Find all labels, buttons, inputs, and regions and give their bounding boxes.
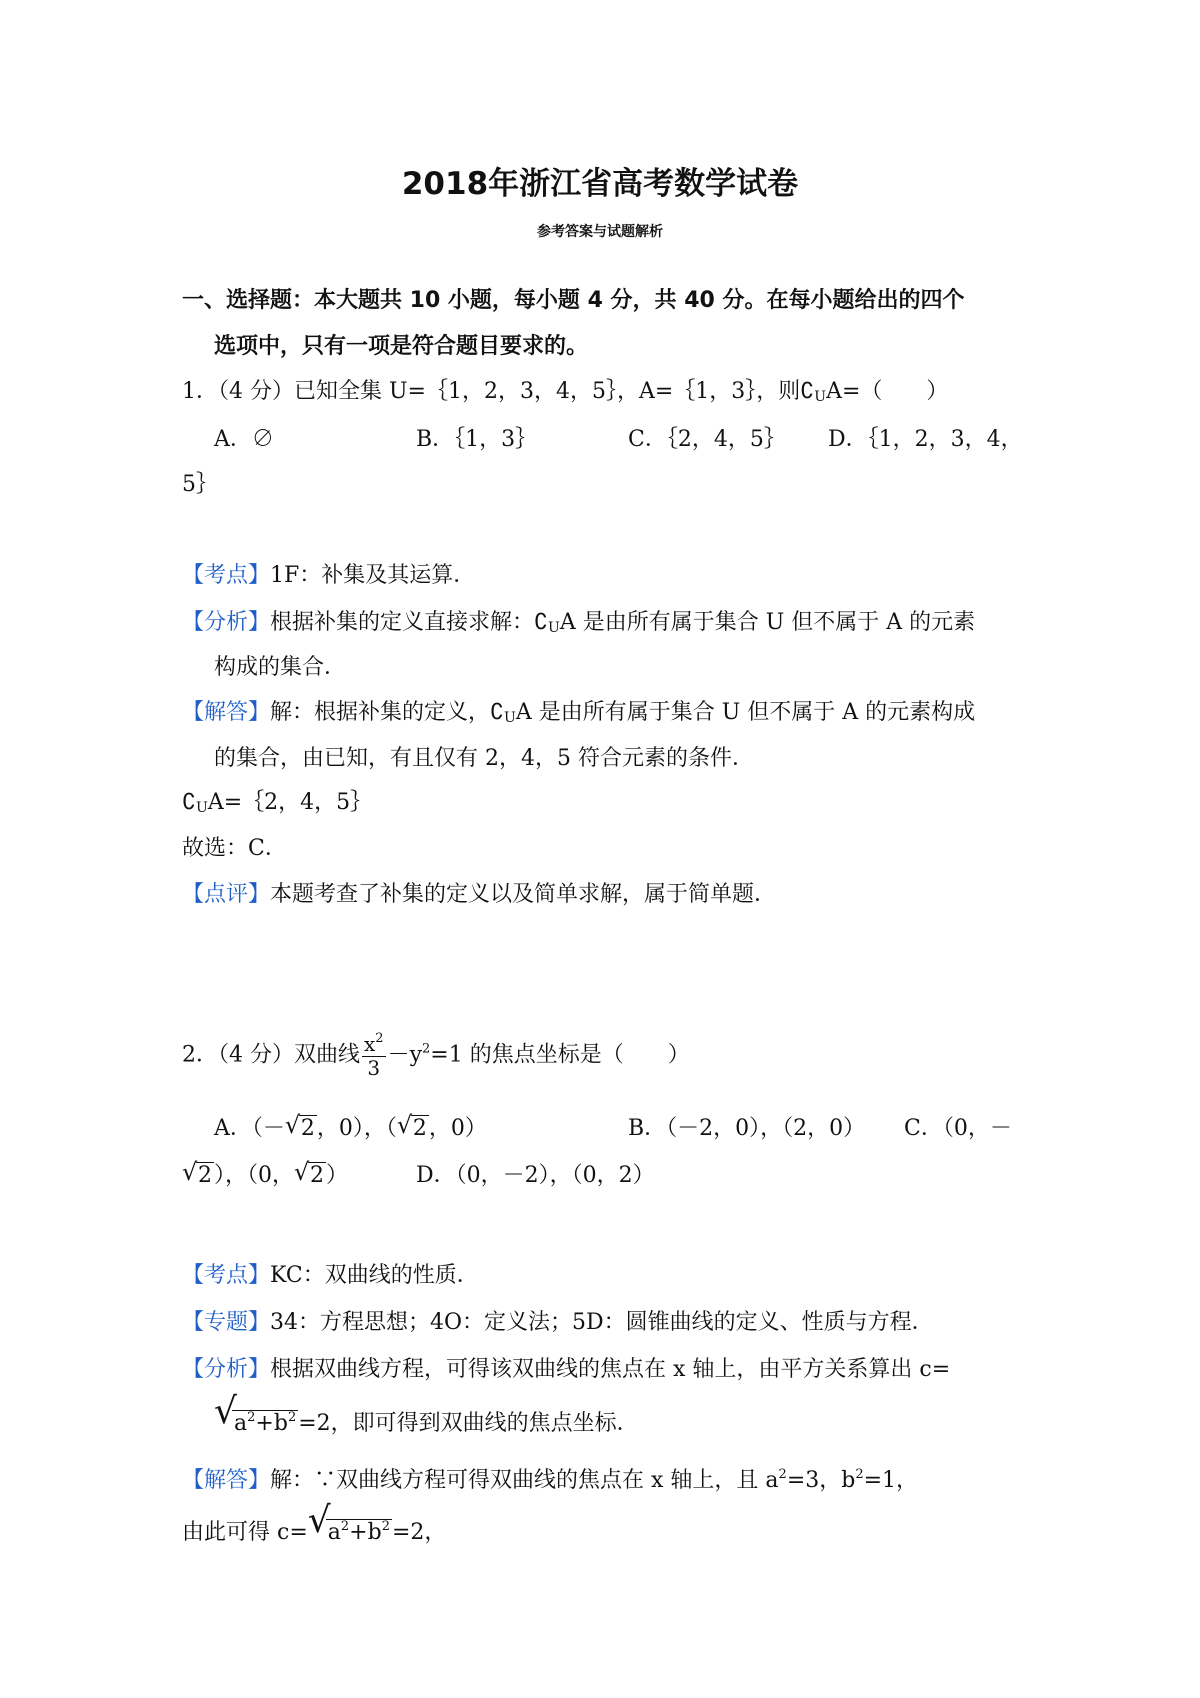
fraction-x2-over-3 xyxy=(362,1032,386,1079)
fraction-numerator xyxy=(362,1032,386,1057)
complement-subscript: U xyxy=(814,389,827,405)
q1-stem-suffix: A=（ ） xyxy=(826,379,949,404)
radical-sign-icon: √ xyxy=(182,1158,198,1186)
sqrt-2 xyxy=(397,1113,429,1145)
q1-jieda-text-a: 解：根据补集的定义， xyxy=(270,700,491,725)
q2-fenxi-text-2: =2，即可得到双曲线的焦点坐标． xyxy=(298,1411,639,1436)
q1-stem xyxy=(182,376,948,413)
q1-option-b: B．｛1，3｝ xyxy=(416,427,538,452)
radicand-a: a xyxy=(327,1520,341,1545)
radicand-a-exponent: 2 xyxy=(247,1410,256,1425)
q2-option-c-part2: ），（0， xyxy=(214,1163,294,1188)
q1-kaodian xyxy=(182,560,475,592)
q2-stem-mid: －y xyxy=(387,1042,422,1068)
q2-stem-prefix: 2．（4 分）双曲线 xyxy=(182,1042,360,1068)
q2-derive-suffix: =2， xyxy=(391,1520,447,1545)
complement-subscript: U xyxy=(504,710,516,726)
radical-sign-icon: √ xyxy=(214,1391,237,1432)
q2-kaodian xyxy=(182,1260,479,1292)
tag-fenxi: 【分析】 xyxy=(182,610,271,635)
q2-jieda-text-3: =1， xyxy=(863,1468,919,1493)
q2-option-a xyxy=(214,1113,487,1145)
q2-jieda-b-exponent: 2 xyxy=(855,1467,864,1482)
tag-fenxi: 【分析】 xyxy=(182,1357,271,1382)
q2-jieda-text-2: =3，b xyxy=(786,1468,856,1493)
q1-jieda-text-b: A 是由所有属于集合 U 但不属于 A 的元素构成 xyxy=(515,700,976,725)
q2-option-c-part3: ） xyxy=(326,1163,349,1188)
q2-option-b: B．（－2，0），（2，0） xyxy=(628,1116,866,1141)
radical-sign-icon: √ xyxy=(284,1111,301,1139)
q1-fenxi-text-c: 构成的集合． xyxy=(214,655,347,680)
tag-dianping: 【点评】 xyxy=(182,882,271,907)
section-heading-line2: 选项中，只有一项是符合题目要求的。 xyxy=(214,334,589,359)
q1-jieda xyxy=(182,697,975,734)
q1-kaodian-text: 1F：补集及其运算． xyxy=(270,563,476,588)
q2-kaodian-text: KC：双曲线的性质． xyxy=(270,1263,479,1288)
q2-jieda-text-1: 解：∵双曲线方程可得双曲线的焦点在 x 轴上，且 a xyxy=(270,1468,779,1493)
tag-kaodian: 【考点】 xyxy=(182,563,271,588)
sqrt-2 xyxy=(285,1113,317,1145)
q2-fenxi xyxy=(182,1354,950,1386)
q1-stem-prefix: 1．（4 分）已知全集 U=｛1，2，3，4，5｝，A=｛1，3｝，则 xyxy=(182,379,801,404)
q2-derive-prefix: 由此可得 c= xyxy=(182,1520,308,1545)
q2-option-a-part1: A．（－ xyxy=(214,1116,285,1141)
sqrt-2 xyxy=(294,1160,326,1192)
q1-fenxi-text-b: A 是由所有属于集合 U 但不属于 A 的元素 xyxy=(559,610,976,635)
tag-jieda: 【解答】 xyxy=(182,700,271,725)
q1-jieda-text-c: 的集合，由已知，有且仅有 2，4，5 符合元素的条件． xyxy=(214,746,754,771)
q2-derive xyxy=(182,1500,447,1549)
complement-subscript: U xyxy=(196,800,208,816)
radicand: 2 xyxy=(300,1116,315,1141)
complement-symbol: ∁ xyxy=(534,610,549,635)
q1-option-d: D．｛1，2，3，4， xyxy=(828,427,1023,452)
q1-choice: 故选：C． xyxy=(182,836,287,861)
frac-num-exponent: 2 xyxy=(375,1031,384,1046)
radicand-plus-b: +b xyxy=(255,1411,288,1436)
radical-sign-icon: √ xyxy=(294,1158,310,1186)
radicand-plus-b: +b xyxy=(349,1520,382,1545)
radicand-b-exponent: 2 xyxy=(381,1519,390,1534)
radicand-a: a xyxy=(234,1411,248,1436)
sqrt-a2-plus-b2 xyxy=(307,1500,392,1549)
radicand: 2 xyxy=(412,1116,427,1141)
complement-subscript: U xyxy=(548,620,560,636)
q2-option-c-continued xyxy=(182,1160,348,1192)
q2-option-a-part2: ，0），（ xyxy=(316,1116,397,1141)
q2-jieda-a-exponent: 2 xyxy=(778,1467,787,1482)
q2-stem-exponent: 2 xyxy=(422,1041,431,1057)
document-subtitle: 参考答案与试题解析 xyxy=(537,224,663,240)
radicand-a2b2 xyxy=(326,1519,392,1545)
radicand-a2b2 xyxy=(232,1410,298,1436)
q2-fenxi-line2 xyxy=(214,1391,639,1440)
q1-option-d-continued: 5｝ xyxy=(182,472,218,497)
tag-zhuanti: 【专题】 xyxy=(182,1310,271,1335)
q2-zhuanti xyxy=(182,1307,934,1339)
q1-result xyxy=(182,787,372,824)
radicand-a-exponent: 2 xyxy=(340,1519,350,1534)
q2-fenxi-text-1: 根据双曲线方程，可得该双曲线的焦点在 x 轴上，由平方关系算出 c= xyxy=(270,1357,951,1382)
frac-num-x: x xyxy=(364,1032,376,1056)
q1-result-text: A=｛2，4，5｝ xyxy=(207,790,373,815)
q1-option-a: A．∅ xyxy=(214,427,274,452)
sqrt-a2-plus-b2 xyxy=(214,1391,298,1440)
complement-symbol: ∁ xyxy=(800,379,815,404)
document-title: 2018年浙江省高考数学试卷 xyxy=(401,166,799,202)
q2-stem xyxy=(182,1032,690,1079)
radical-sign-icon: √ xyxy=(396,1111,413,1139)
q1-dianping xyxy=(182,879,776,911)
q1-fenxi xyxy=(182,607,975,644)
q1-fenxi-text-a: 根据补集的定义直接求解： xyxy=(270,610,535,635)
q1-option-c: C．｛2，4，5｝ xyxy=(628,427,786,452)
q2-option-d: D．（0，－2），（0，2） xyxy=(416,1163,655,1188)
tag-kaodian: 【考点】 xyxy=(182,1263,271,1288)
radicand-b-exponent: 2 xyxy=(287,1410,297,1425)
radicand: 2 xyxy=(310,1163,324,1188)
radicand: 2 xyxy=(198,1163,212,1188)
fraction-denominator: 3 xyxy=(367,1056,381,1080)
q2-option-c-part1: C．（0，－ xyxy=(904,1116,1012,1141)
q2-stem-suffix: =1 的焦点坐标是（ ） xyxy=(430,1042,690,1068)
q1-dianping-text: 本题考查了补集的定义以及简单求解，属于简单题． xyxy=(270,882,777,907)
radical-sign-icon: √ xyxy=(307,1500,331,1541)
section-heading-line1: 一、选择题：本大题共 10 小题，每小题 4 分，共 40 分。在每小题给出的四个 xyxy=(182,288,965,313)
sqrt-2 xyxy=(182,1160,214,1192)
q2-option-a-part3: ，0） xyxy=(428,1116,487,1141)
complement-symbol: ∁ xyxy=(182,790,196,815)
q2-jieda xyxy=(182,1465,918,1497)
q2-zhuanti-text: 34：方程思想；4O：定义法；5D：圆锥曲线的定义、性质与方程． xyxy=(270,1310,934,1335)
complement-symbol: ∁ xyxy=(490,700,505,725)
tag-jieda: 【解答】 xyxy=(182,1468,271,1493)
